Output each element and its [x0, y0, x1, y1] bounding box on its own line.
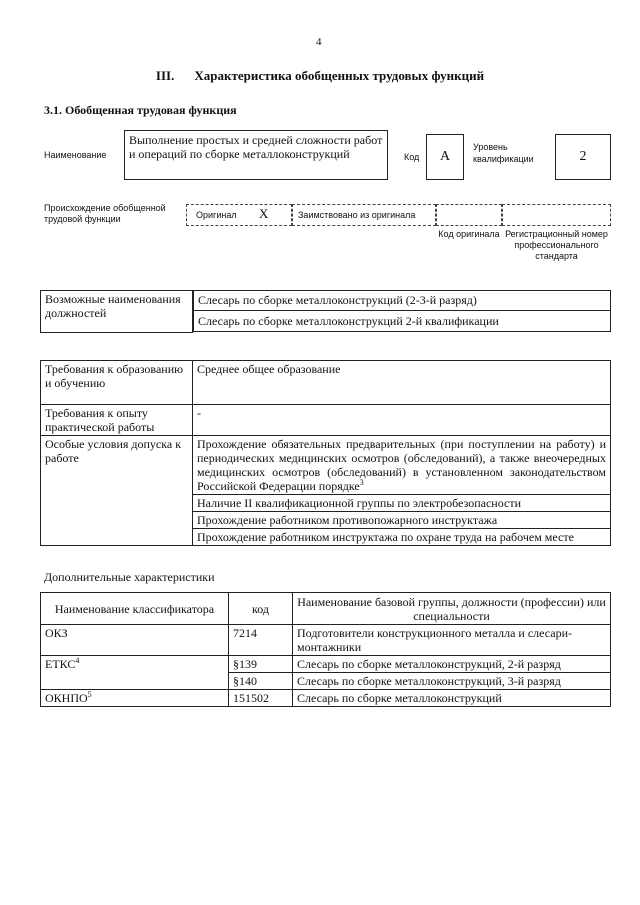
- code-cell: 151502: [229, 690, 293, 707]
- table-row: [41, 656, 611, 673]
- section-title-text: Характеристика обобщенных трудовых функций: [194, 68, 485, 83]
- level-value: 2: [555, 134, 611, 180]
- reg-number-cell: [502, 204, 611, 226]
- possible-name-item: Слесарь по сборке металлоконструкций (2-3-й разряд): [194, 291, 611, 311]
- origin-label: Происхождение обобщенной трудовой функции: [44, 203, 166, 224]
- reg-number-caption: Регистрационный номер профессионального стандарта: [505, 229, 608, 261]
- footnote-marker: 4: [75, 656, 80, 665]
- possible-names-label: Возможные наименования должностей: [41, 291, 193, 333]
- code-label: Код: [404, 152, 420, 162]
- original-label: Оригинал: [196, 210, 237, 220]
- original-code-cell: [436, 204, 502, 226]
- condition-item: Наличие II квалификационной группы по электробезопасности: [193, 495, 611, 512]
- classifier-cell: ОКНПО$^5$: [41, 690, 229, 707]
- condition-item: Прохождение работником инструктажа по охране труда на рабочем месте: [193, 529, 611, 546]
- function-name-label: Наименование: [44, 150, 107, 160]
- name-cell: Подготовители конструкционного металла и слесари-монтажники: [293, 625, 611, 656]
- header-code: код: [229, 593, 293, 625]
- additional-title: Дополнительные характеристики: [44, 570, 215, 584]
- education-value: Среднее общее образование: [193, 361, 611, 405]
- subsection-title: 3.1. Обобщенная трудовая функция: [44, 103, 237, 117]
- function-name-value: Выполнение простых и средней сложности работ и операций по сборке металлоконструкций: [124, 130, 388, 180]
- level-label: Уровень квалификации: [473, 142, 534, 164]
- header-name: Наименование базовой группы, должности (профессии) или специальности: [293, 593, 611, 625]
- code-value: A: [426, 134, 464, 180]
- requirements-table: [40, 360, 611, 546]
- borrowed-label: Заимствовано из оригинала: [298, 210, 416, 220]
- possible-name-item: Слесарь по сборке металлоконструкций 2-й квалификации: [194, 311, 611, 332]
- section-title: [0, 68, 640, 84]
- footnote-marker: 5: [87, 690, 92, 699]
- conditions-label: Особые условия допуска к работе: [41, 436, 193, 546]
- classifier-cell: ЕТКС$^4$: [41, 656, 229, 690]
- original-code-caption: Код оригинала: [438, 229, 500, 239]
- name-cell: Слесарь по сборке металлоконструкций: [293, 690, 611, 707]
- page-number: 4: [316, 36, 322, 48]
- header-classifier: Наименование классификатора: [41, 593, 229, 625]
- classifier-table: [40, 592, 611, 707]
- experience-value: -: [193, 405, 611, 436]
- condition-item: Прохождение обязательных предварительных (при поступлении на работу) и периодических медицинских осмотров (обследований), а также внеочередных медицинских осмотров (обследований) в установленном законодательством Российской Федерации порядке$^3$: [193, 436, 611, 495]
- education-label: Требования к образованию и обучению: [41, 361, 193, 405]
- name-cell: Слесарь по сборке металлоконструкций, 2-й разряд: [293, 656, 611, 673]
- classifier-cell: ОКЗ: [41, 625, 229, 656]
- code-cell: 7214: [229, 625, 293, 656]
- table-row: [41, 690, 611, 707]
- condition-item: Прохождение работником противопожарного инструктажа: [193, 512, 611, 529]
- section-roman: III.: [155, 68, 175, 83]
- code-cell: §139: [229, 656, 293, 673]
- original-mark: X: [259, 206, 269, 221]
- code-cell: §140: [229, 673, 293, 690]
- experience-label: Требования к опыту практической работы: [41, 405, 193, 436]
- table-row: [41, 625, 611, 656]
- possible-names-table: [40, 290, 611, 333]
- name-cell: Слесарь по сборке металлоконструкций, 3-й разряд: [293, 673, 611, 690]
- footnote-marker: 3: [359, 478, 364, 487]
